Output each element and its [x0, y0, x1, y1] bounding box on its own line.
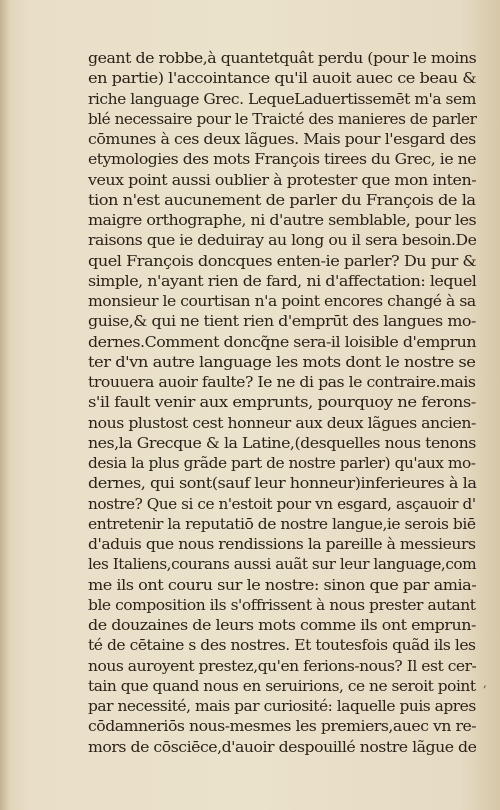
- text-line: riche language Grec. LequeLaduertissemēt m'a sem: [88, 89, 476, 108]
- text-line: dernes.Comment doncq̃ne sera-il loisible d'emprun: [88, 332, 477, 351]
- text-line: mors de cōsciēce,d'auoir despouillé nostre lãgue de: [88, 737, 477, 756]
- text-line: s'il fault venir aux emprunts, pourquoy ne ferons-: [88, 393, 476, 412]
- text-line: en partie) l'accointance qu'il auoit auec ce beau &: [88, 69, 477, 88]
- text-line: simple, n'ayant rien de fard, ni d'affectation: lequel: [88, 271, 477, 290]
- text-line: de douzaines de leurs mots comme ils ont emprun-: [88, 616, 476, 634]
- text-line: les Italiens,courans aussi auãt sur leur language,com: [88, 555, 477, 574]
- margin-mark: ,: [483, 676, 487, 690]
- text-line: dernes, qui sont(sauf leur honneur)inferieures à la: [88, 474, 477, 493]
- text-line: nous plustost cest honneur aux deux lãgues ancien-: [88, 413, 476, 432]
- text-line: etymologies des mots François tirees du Grec, ie ne: [88, 150, 477, 169]
- text-line: cōdamneriōs nous-mesmes les premiers,auec vn re-: [88, 717, 477, 736]
- text-line: ble composition ils s'offrissent à nous prester autant: [88, 595, 476, 614]
- text-line: raisons que ie deduiray au long ou il sera besoin.De: [88, 231, 477, 250]
- text-line: té de cētaine s des nostres. Et toutesfois quãd ils les: [88, 636, 476, 655]
- text-line: geant de robbe,à quantetquât perdu (pour le moins: [88, 49, 477, 67]
- text-line: nous auroyent prestez,qu'en ferions-nous? Il est cer-: [88, 656, 477, 675]
- text-line: desia la plus grãde part de nostre parler) qu'aux mo-: [88, 454, 476, 472]
- text-line: maigre orthographe, ni d'autre semblable, pour les: [88, 211, 477, 229]
- text-line: ter d'vn autre language les mots dont le nostre se: [88, 352, 476, 371]
- text-line: blé necessaire pour le Traicté des manieres de parler: [88, 109, 477, 128]
- text-block: [88, 50, 476, 755]
- text-line: d'aduis que nous rendissions la pareille à messieurs: [88, 535, 476, 553]
- text-line: par necessité, mais par curiosité: laquelle puis apres: [88, 697, 476, 715]
- text-line: monsieur le courtisan n'a point encores changé à sa: [88, 292, 476, 310]
- text-line: cōmunes à ces deux lãgues. Mais pour l'esgard des: [88, 130, 476, 148]
- text-line: entretenir la reputatiō de nostre langue,ie serois biē: [88, 514, 476, 533]
- text-line: nostre? Que si ce n'estoit pour vn esgard, asçauoir d': [88, 494, 476, 513]
- text-line: quel François doncques enten-ie parler? Du pur &: [88, 251, 477, 270]
- text-line: veux point aussi oublier à protester que mon inten-: [88, 170, 477, 189]
- text-line: nes,la Grecque & la Latine,(desquelles nous tenons: [88, 433, 476, 452]
- text-line: guise,& qui ne tient rien d'emprūt des langues mo-: [88, 312, 476, 331]
- text-line: tain que quand nous en seruirions, ce ne seroit point: [88, 676, 476, 695]
- text-line: tion n'est aucunement de parler du François de la: [88, 190, 476, 209]
- text-line: trouuera auoir faulte? Ie ne di pas le contraire.mais: [88, 373, 476, 391]
- text-line: me ils ont couru sur le nostre: sinon que par amia-: [88, 575, 477, 594]
